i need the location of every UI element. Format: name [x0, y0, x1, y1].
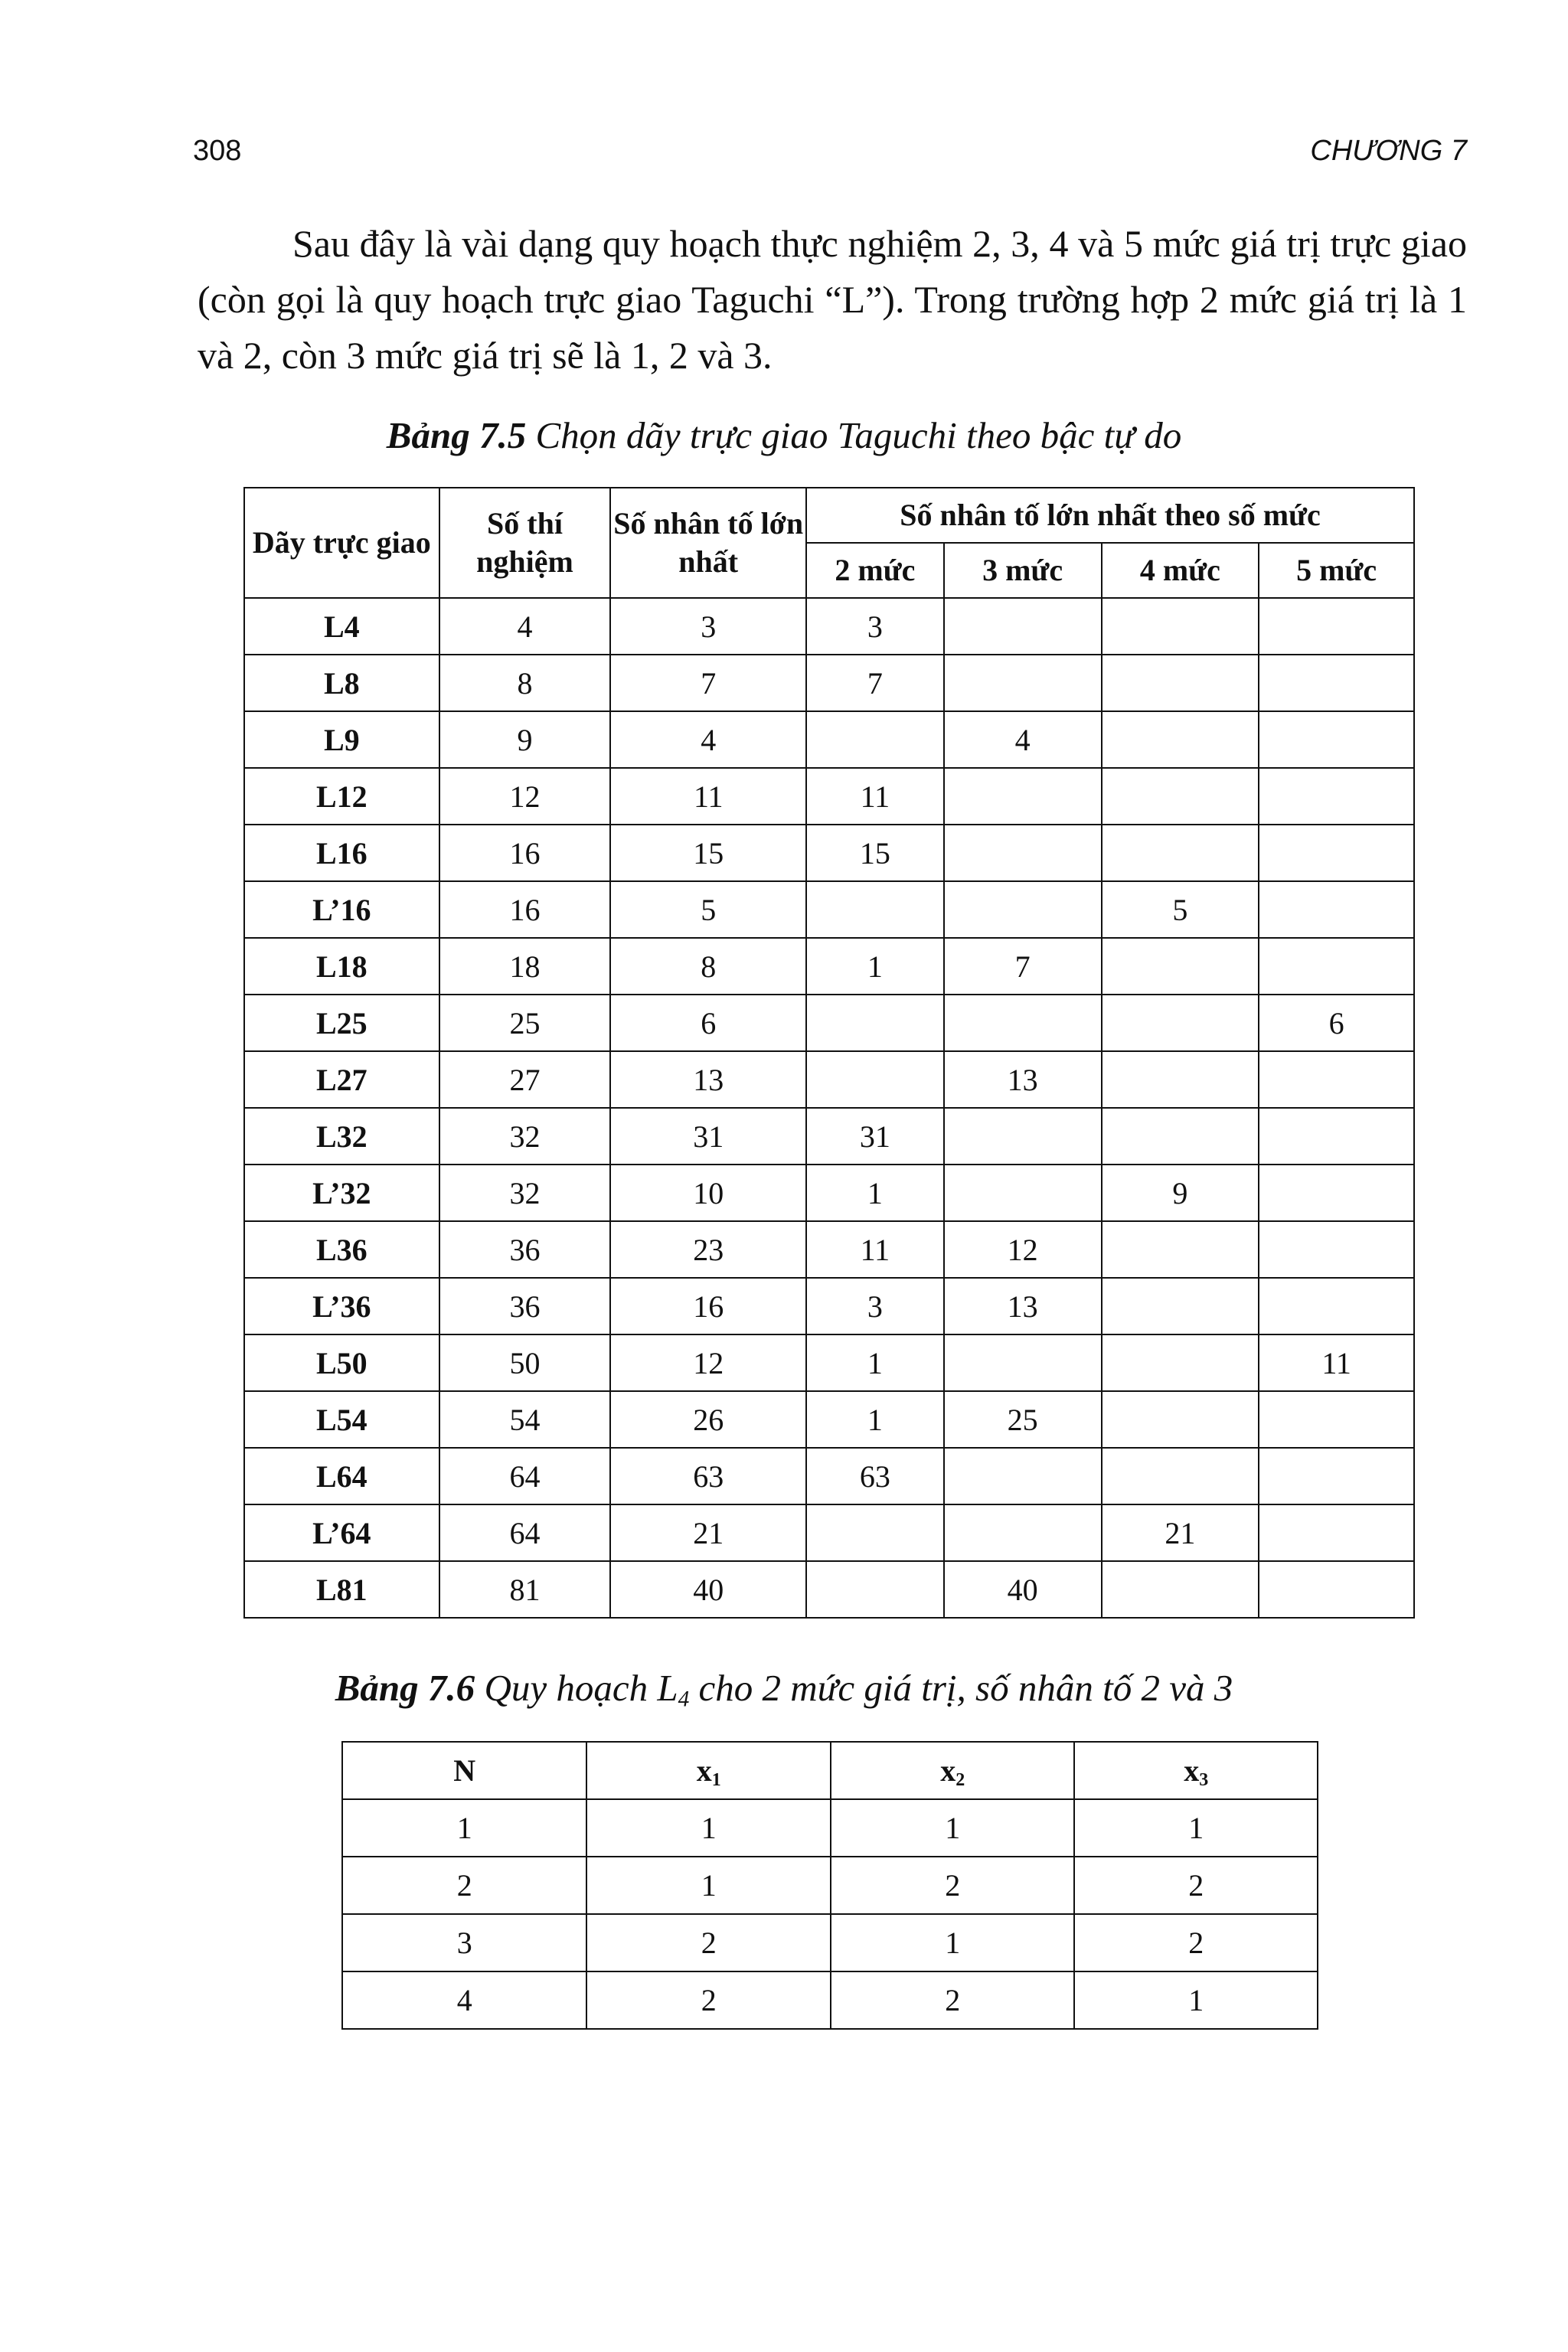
- array-name-cell: L54: [244, 1391, 439, 1448]
- chapter-title: CHƯƠNG 7: [1310, 135, 1467, 167]
- table-row: [244, 1165, 1414, 1221]
- table-cell: 11: [610, 768, 806, 825]
- table-cell: 4: [439, 598, 611, 655]
- table-cell: 15: [610, 825, 806, 881]
- table-row: [244, 825, 1414, 881]
- table-cell: [1259, 1391, 1414, 1448]
- header-array: Dãy trực giao: [244, 488, 439, 598]
- table-cell: 11: [806, 768, 944, 825]
- table-cell: [944, 1448, 1102, 1504]
- table-cell: 9: [439, 711, 611, 768]
- l4-header-row: [342, 1742, 1318, 1799]
- array-name-cell: L’64: [244, 1504, 439, 1561]
- table-cell: 3: [806, 598, 944, 655]
- table-cell: [1259, 1108, 1414, 1165]
- table-cell: [1259, 1448, 1414, 1504]
- l4-header-cell: [342, 1742, 586, 1799]
- table-cell: [944, 1108, 1102, 1165]
- table-cell: 40: [610, 1561, 806, 1618]
- array-name-cell: L8: [244, 655, 439, 711]
- table-7-6-caption-post: cho 2 mức giá trị, số nhân tố 2 và 3: [689, 1667, 1233, 1709]
- l4-header-cell: [1074, 1742, 1318, 1799]
- l4-header-subscript: 2: [956, 1770, 965, 1790]
- taguchi-table-body: [244, 598, 1414, 1618]
- table-cell: 10: [610, 1165, 806, 1221]
- l4-table-body: [342, 1799, 1318, 2029]
- table-cell: 12: [610, 1334, 806, 1391]
- intro-paragraph: Sau đây là vài dạng quy hoạch thực nghiệm 2, 3, 4 và 5 mức giá trị trực giao (còn gọi là quy hoạch trực giao Taguchi “L”). Trong trường hợp 2 mức giá trị là 1 và 2, còn 3 mức giá trị sẽ là 1, 2 và 3.: [198, 222, 1467, 377]
- table-cell: 63: [610, 1448, 806, 1504]
- table-cell: [1259, 1165, 1414, 1221]
- table-cell: 40: [944, 1561, 1102, 1618]
- table-cell: 13: [944, 1278, 1102, 1334]
- table-cell: 3: [342, 1914, 586, 1971]
- table-cell: [944, 881, 1102, 938]
- table-cell: 7: [610, 655, 806, 711]
- table-cell: 2: [586, 1914, 831, 1971]
- table-row: [244, 881, 1414, 938]
- array-name-cell: L50: [244, 1334, 439, 1391]
- table-cell: [1259, 825, 1414, 881]
- table-cell: [1102, 1561, 1259, 1618]
- table-7-5-caption-label: Bảng 7.5: [386, 414, 527, 456]
- page-number: 308: [193, 135, 242, 167]
- table-7-5-caption: [0, 413, 1568, 457]
- table-row: [244, 1448, 1414, 1504]
- table-cell: [1102, 1278, 1259, 1334]
- table-row: [244, 1334, 1414, 1391]
- table-cell: 16: [439, 825, 611, 881]
- table-cell: 31: [610, 1108, 806, 1165]
- table-row: [244, 711, 1414, 768]
- table-cell: [806, 1561, 944, 1618]
- table-cell: 26: [610, 1391, 806, 1448]
- table-cell: 21: [1102, 1504, 1259, 1561]
- l4-header-subscript: 1: [711, 1770, 721, 1790]
- table-cell: 12: [944, 1221, 1102, 1278]
- table-row: [342, 1799, 1318, 1857]
- page-header: [193, 135, 1467, 181]
- table-cell: 2: [586, 1971, 831, 2029]
- table-cell: 4: [610, 711, 806, 768]
- table-row: [244, 1561, 1414, 1618]
- table-cell: [944, 825, 1102, 881]
- table-cell: 3: [610, 598, 806, 655]
- table-cell: [944, 768, 1102, 825]
- table-row: [244, 1278, 1414, 1334]
- table-cell: 1: [1074, 1971, 1318, 2029]
- table-cell: 2: [342, 1857, 586, 1914]
- table-row: [342, 1914, 1318, 1971]
- l4-header-cell: [831, 1742, 1075, 1799]
- table-cell: [1102, 1108, 1259, 1165]
- table-cell: 5: [610, 881, 806, 938]
- table-cell: 3: [806, 1278, 944, 1334]
- table-row: [244, 1051, 1414, 1108]
- table-cell: 36: [439, 1278, 611, 1334]
- table-cell: 7: [806, 655, 944, 711]
- table-cell: [944, 1334, 1102, 1391]
- l4-header-label: x: [696, 1753, 712, 1788]
- table-cell: [944, 598, 1102, 655]
- table-row: [244, 598, 1414, 655]
- table-cell: 81: [439, 1561, 611, 1618]
- table-cell: [1102, 995, 1259, 1051]
- array-name-cell: L’16: [244, 881, 439, 938]
- array-name-cell: L12: [244, 768, 439, 825]
- table-cell: 6: [610, 995, 806, 1051]
- table-cell: [1102, 711, 1259, 768]
- table-cell: [1259, 1051, 1414, 1108]
- header-5-levels: 5 mức: [1259, 543, 1414, 598]
- table-cell: 12: [439, 768, 611, 825]
- table-cell: 1: [806, 1165, 944, 1221]
- table-cell: 2: [831, 1857, 1075, 1914]
- table-cell: [944, 1504, 1102, 1561]
- table-row: [244, 1504, 1414, 1561]
- table-cell: 15: [806, 825, 944, 881]
- table-cell: 16: [439, 881, 611, 938]
- table-cell: [1102, 768, 1259, 825]
- table-7-6-caption-sub: 4: [678, 1687, 690, 1712]
- table-cell: 54: [439, 1391, 611, 1448]
- table-cell: 2: [1074, 1857, 1318, 1914]
- table-cell: [1102, 1448, 1259, 1504]
- array-name-cell: L25: [244, 995, 439, 1051]
- table-cell: [1102, 598, 1259, 655]
- table-cell: [1102, 938, 1259, 995]
- table-row: [244, 768, 1414, 825]
- table-cell: 1: [831, 1799, 1075, 1857]
- table-cell: [944, 1165, 1102, 1221]
- array-name-cell: L4: [244, 598, 439, 655]
- table-cell: 64: [439, 1448, 611, 1504]
- array-name-cell: L81: [244, 1561, 439, 1618]
- header-2-levels: 2 mức: [806, 543, 944, 598]
- table-cell: 64: [439, 1504, 611, 1561]
- table-cell: [1102, 825, 1259, 881]
- array-name-cell: L’36: [244, 1278, 439, 1334]
- table-cell: [806, 1051, 944, 1108]
- table-cell: 6: [1259, 995, 1414, 1051]
- table-cell: 1: [586, 1799, 831, 1857]
- table-cell: [806, 881, 944, 938]
- table-cell: 32: [439, 1108, 611, 1165]
- table-cell: 8: [610, 938, 806, 995]
- header-3-levels: 3 mức: [944, 543, 1102, 598]
- array-name-cell: L16: [244, 825, 439, 881]
- table-cell: [1259, 881, 1414, 938]
- table-cell: 2: [1074, 1914, 1318, 1971]
- table-row: [244, 1391, 1414, 1448]
- table-cell: 16: [610, 1278, 806, 1334]
- table-cell: [1102, 1051, 1259, 1108]
- table-cell: 32: [439, 1165, 611, 1221]
- table-cell: 1: [831, 1914, 1075, 1971]
- l4-header-label: x: [940, 1753, 956, 1788]
- table-cell: 21: [610, 1504, 806, 1561]
- table-row: [342, 1857, 1318, 1914]
- table-row: [244, 655, 1414, 711]
- l4-header-label: N: [453, 1753, 476, 1788]
- table-cell: 18: [439, 938, 611, 995]
- array-name-cell: L36: [244, 1221, 439, 1278]
- table-cell: [1259, 768, 1414, 825]
- table-cell: 8: [439, 655, 611, 711]
- table-cell: 5: [1102, 881, 1259, 938]
- table-cell: 9: [1102, 1165, 1259, 1221]
- table-cell: [1102, 1334, 1259, 1391]
- l4-design-table: [341, 1741, 1318, 2030]
- table-row: [244, 938, 1414, 995]
- table-cell: [1102, 655, 1259, 711]
- table-cell: [944, 995, 1102, 1051]
- table-cell: 11: [1259, 1334, 1414, 1391]
- array-name-cell: L9: [244, 711, 439, 768]
- table-row: [244, 995, 1414, 1051]
- array-name-cell: L64: [244, 1448, 439, 1504]
- table-cell: [1259, 711, 1414, 768]
- table-7-6-caption-label: Bảng 7.6: [335, 1667, 475, 1709]
- table-cell: 1: [1074, 1799, 1318, 1857]
- table-cell: 27: [439, 1051, 611, 1108]
- table-cell: [806, 995, 944, 1051]
- table-cell: 2: [831, 1971, 1075, 2029]
- table-cell: [806, 1504, 944, 1561]
- table-cell: 50: [439, 1334, 611, 1391]
- table-cell: 1: [806, 1391, 944, 1448]
- table-cell: 23: [610, 1221, 806, 1278]
- table-cell: 11: [806, 1221, 944, 1278]
- table-cell: 1: [806, 938, 944, 995]
- header-factors-by-level: Số nhân tố lớn nhất theo số mức: [806, 488, 1414, 543]
- table-cell: [1259, 1278, 1414, 1334]
- table-cell: 1: [342, 1799, 586, 1857]
- table-cell: 13: [944, 1051, 1102, 1108]
- table-cell: [944, 655, 1102, 711]
- table-cell: 36: [439, 1221, 611, 1278]
- table-row: [244, 1221, 1414, 1278]
- table-cell: 63: [806, 1448, 944, 1504]
- header-max-factors: Số nhân tố lớn nhất: [610, 488, 806, 598]
- table-cell: 25: [439, 995, 611, 1051]
- table-cell: 25: [944, 1391, 1102, 1448]
- table-cell: [1259, 1504, 1414, 1561]
- table-cell: 13: [610, 1051, 806, 1108]
- table-7-6-caption: [0, 1666, 1568, 1710]
- l4-header-subscript: 3: [1199, 1770, 1209, 1790]
- table-cell: [806, 711, 944, 768]
- array-name-cell: L32: [244, 1108, 439, 1165]
- table-cell: [1102, 1391, 1259, 1448]
- array-name-cell: L18: [244, 938, 439, 995]
- table-row: [244, 1108, 1414, 1165]
- table-cell: [1259, 1221, 1414, 1278]
- l4-header-label: x: [1184, 1753, 1200, 1788]
- table-cell: [1259, 938, 1414, 995]
- table-cell: 7: [944, 938, 1102, 995]
- header-experiments: Số thí nghiệm: [439, 488, 611, 598]
- l4-header-cell: [586, 1742, 831, 1799]
- table-row: [342, 1971, 1318, 2029]
- table-cell: [1259, 598, 1414, 655]
- table-cell: 4: [944, 711, 1102, 768]
- array-name-cell: L’32: [244, 1165, 439, 1221]
- table-7-6-caption-pre: Quy hoạch L: [475, 1667, 678, 1709]
- table-cell: [1259, 1561, 1414, 1618]
- table-cell: 1: [806, 1334, 944, 1391]
- table-cell: [1259, 655, 1414, 711]
- header-4-levels: 4 mức: [1102, 543, 1259, 598]
- table-cell: 1: [586, 1857, 831, 1914]
- array-name-cell: L27: [244, 1051, 439, 1108]
- table-cell: 4: [342, 1971, 586, 2029]
- table-cell: [1102, 1221, 1259, 1278]
- taguchi-selection-table: [243, 487, 1415, 1619]
- table-7-5-caption-text: Chọn dãy trực giao Taguchi theo bậc tự do: [526, 414, 1182, 456]
- table-cell: 31: [806, 1108, 944, 1165]
